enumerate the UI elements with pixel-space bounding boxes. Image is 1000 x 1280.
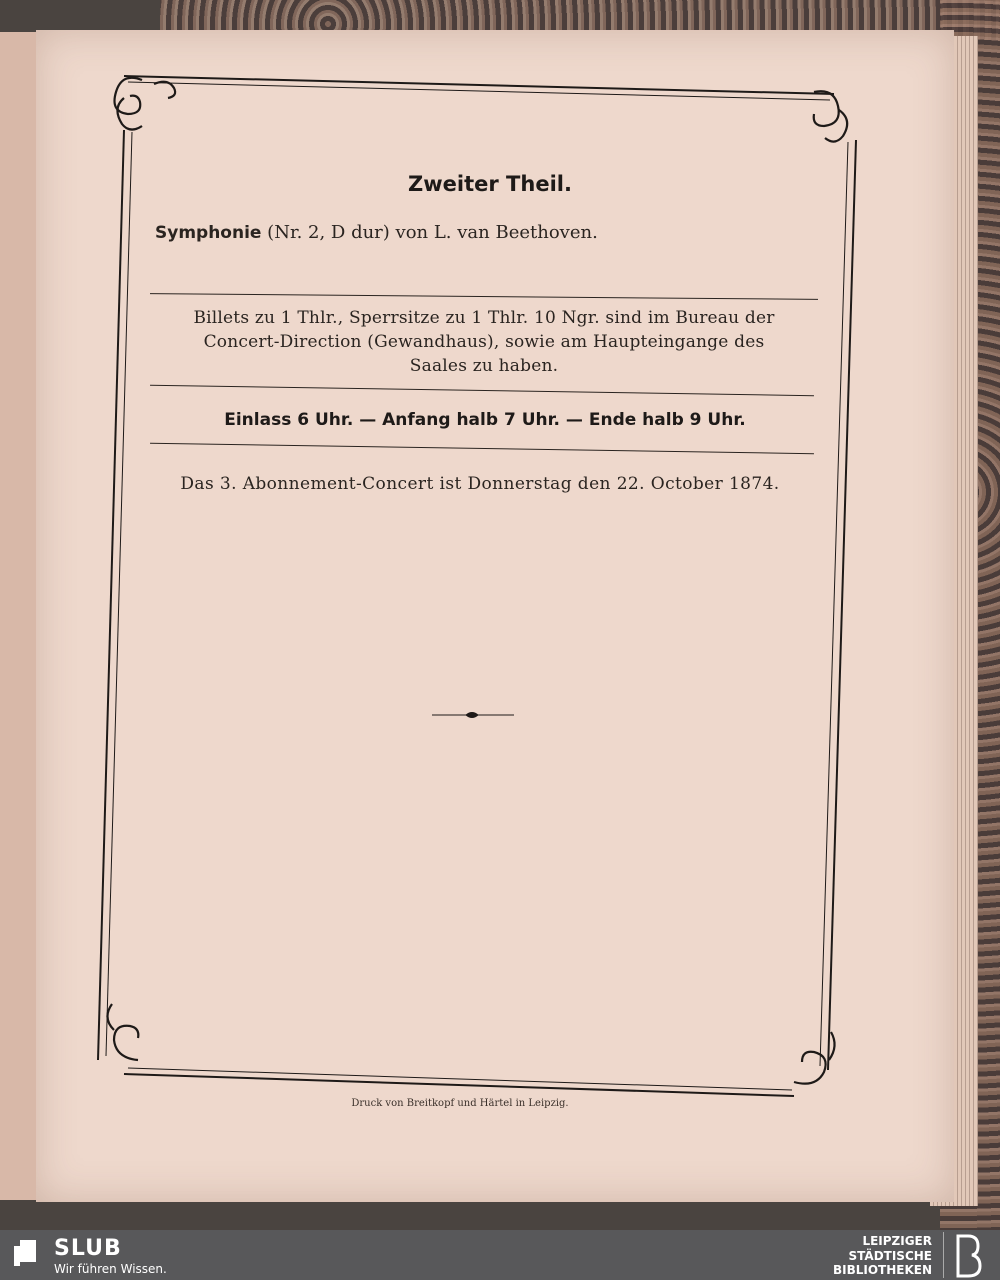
lsb-name — [833, 1234, 932, 1278]
next-concert-notice: Das 3. Abonnement-Concert ist Donnerstag den 22. October 1874. — [180, 474, 780, 494]
printer-imprint: Druck von Breitkopf und Härtel in Leipzig. — [351, 1098, 569, 1109]
slub-name: SLUB — [54, 1236, 122, 1261]
slub-tagline: Wir führen Wissen. — [54, 1262, 167, 1276]
section-title: Zweiter Theil. — [408, 172, 572, 196]
lsb-name-line: LEIPZIGER — [862, 1234, 932, 1248]
ticket-info-line: Concert-Direction (Gewandhaus), sowie am Haupteingange des — [203, 332, 765, 352]
viewer-footer — [0, 1230, 1000, 1280]
ticket-info-line: Billets zu 1 Thlr., Sperrsitze zu 1 Thlr. 10 Ngr. sind im Bureau der — [193, 308, 775, 328]
symphony-line — [155, 222, 598, 243]
ticket-info — [148, 306, 820, 378]
lsb-logo-icon — [943, 1232, 994, 1278]
slub-logo-icon — [14, 1240, 36, 1266]
schedule-line: Einlass 6 Uhr. — Anfang halb 7 Uhr. — Ende halb 9 Uhr. — [224, 410, 746, 430]
symphony-details: (Nr. 2, D dur) von L. van Beethoven. — [261, 222, 598, 243]
center-flourish — [432, 713, 514, 718]
lsb-name-line: BIBLIOTHEKEN — [832, 1263, 932, 1277]
symphony-label: Symphonie — [155, 223, 262, 243]
ticket-info-line: Saales zu haben. — [409, 356, 559, 376]
lsb-name-line: STÄDTISCHE — [848, 1248, 932, 1263]
